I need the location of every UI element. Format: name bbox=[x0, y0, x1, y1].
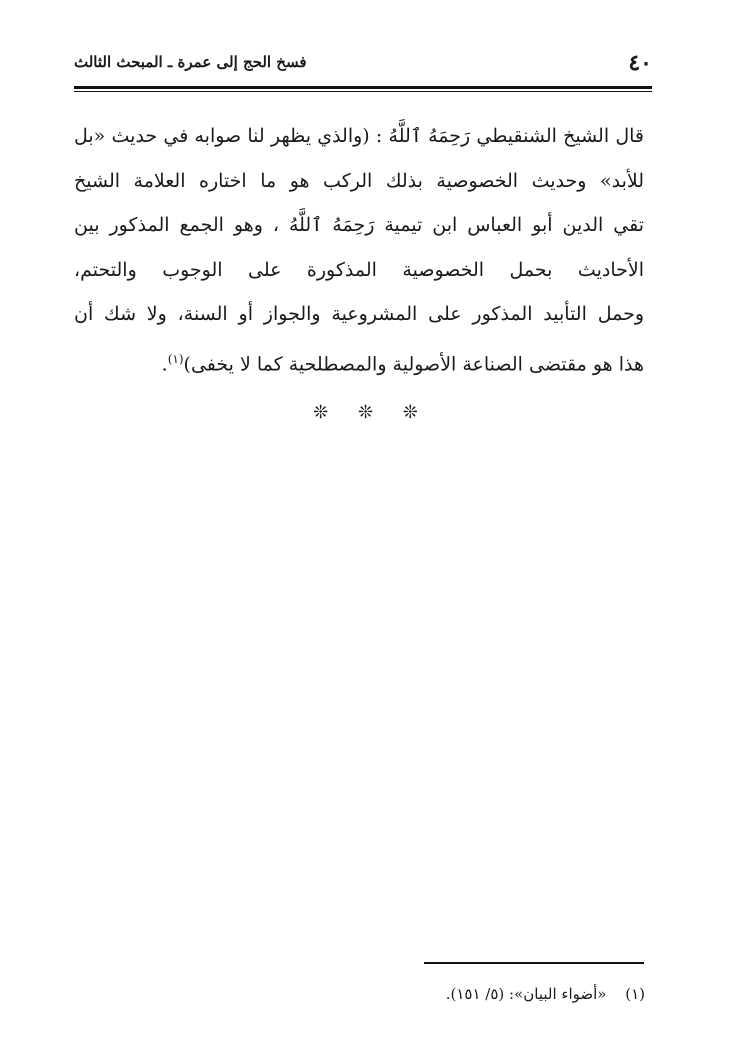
footnote-separator bbox=[424, 962, 644, 964]
header-rule-thick bbox=[74, 86, 652, 89]
page-number: ٤٠ bbox=[628, 50, 652, 76]
footnote-number: (١) bbox=[625, 985, 645, 1003]
section-divider-ornaments bbox=[0, 402, 731, 423]
page-header bbox=[74, 50, 652, 80]
body-line-2: للأبد» وحديث الخصوصية بذلك الركب هو ما اختاره العلامة الشيخ bbox=[74, 169, 644, 192]
body-line-4: الأحاديث بحمل الخصوصية المذكورة على الوجوب والتحتم، bbox=[74, 258, 644, 281]
footnote bbox=[0, 985, 645, 1003]
body-line-6 bbox=[74, 337, 644, 387]
body-line-1: قال الشيخ الشنقيطي رَحِمَهُ ٱللَّهُ : (والذي يظهر لنا صوابه في حديث «بل bbox=[74, 125, 644, 147]
body-paragraph bbox=[74, 114, 644, 386]
body-line-6-text: هذا هو مقتضى الصناعة الأصولية والمصطلحية كما لا يخفى) bbox=[183, 352, 644, 375]
ornament-icon: ❊ bbox=[313, 402, 329, 423]
running-title: فسخ الحج إلى عمرة ـ المبحث الثالث bbox=[74, 53, 307, 71]
ornament-icon: ❊ bbox=[357, 402, 374, 423]
body-line-5: وحمل التأبيد المذكور على المشروعية والجواز أو السنة، ولا شك أن bbox=[74, 303, 644, 325]
end-mark: . bbox=[161, 352, 168, 375]
body-line-3: تقي الدين أبو العباس ابن تيمية رَحِمَهُ ٱللَّهُ ، وهو الجمع المذكور بين bbox=[74, 214, 644, 236]
footnote-text: «أضواء البيان»: (٥/ ١٥١). bbox=[445, 985, 607, 1003]
header-rule-thin bbox=[74, 91, 652, 92]
footnote-reference: (١) bbox=[167, 351, 184, 366]
ornament-icon: ❊ bbox=[402, 402, 418, 423]
